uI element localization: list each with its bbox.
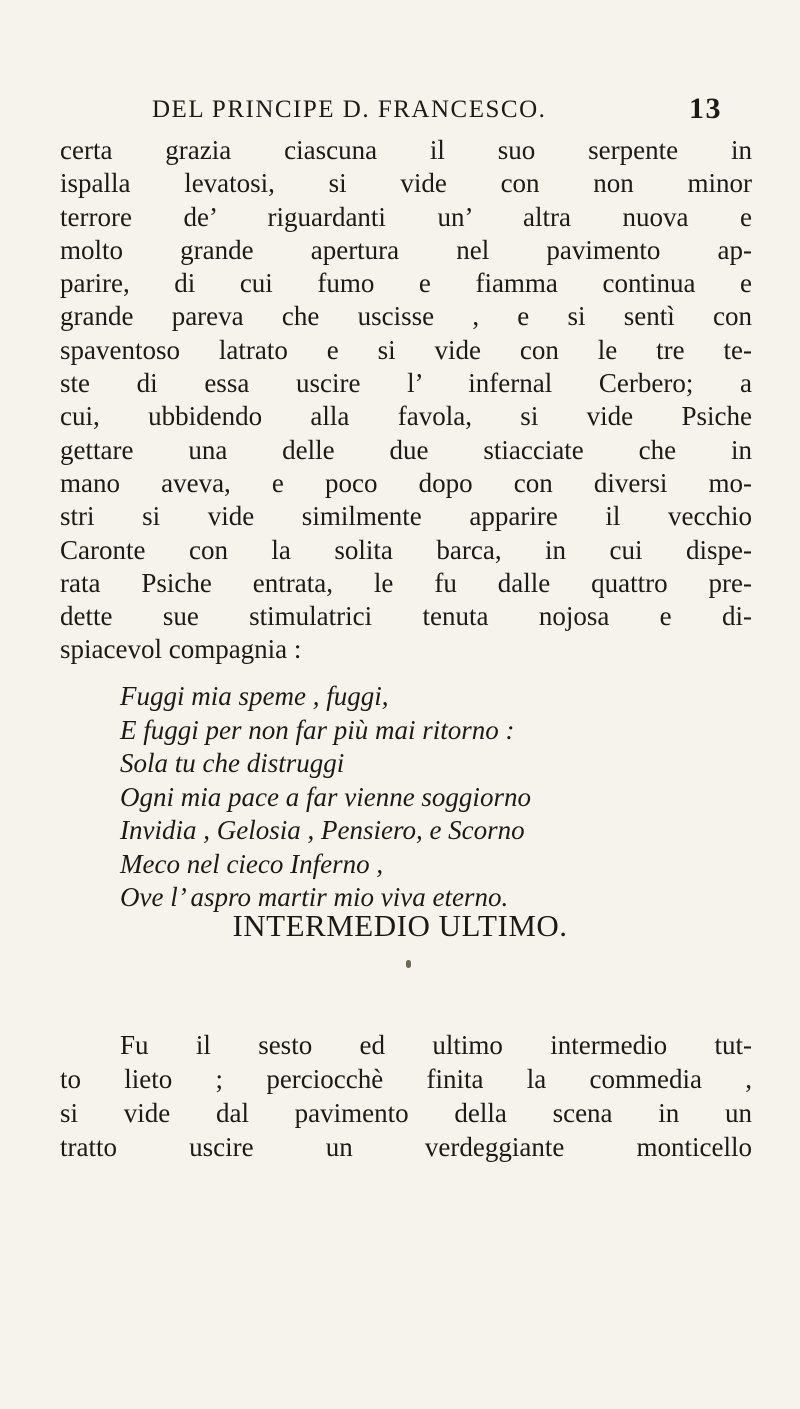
verse-line: Fuggi mia speme , fuggi, [120, 681, 389, 711]
text-line: gettare una delle due stiacciate che in [60, 434, 752, 465]
verse-line: Ove l’ aspro martir mio viva eterno. [120, 882, 509, 912]
text-line: grande pareva che uscisse , e si sentì con [60, 301, 752, 332]
body-text [60, 134, 752, 667]
text-line: cui, ubbidendo alla favola, si vide Psiche [60, 401, 752, 432]
text-line: spaventoso latrato e si vide con le tre te- [60, 334, 752, 365]
section-heading: INTERMEDIO ULTIMO. [232, 908, 568, 943]
text-line: to lieto ; perciocchè finita la commedia , [60, 1064, 752, 1094]
text-line: dette sue stimulatrici tenuta nojosa e di- [60, 601, 752, 632]
ornament-dot [406, 960, 411, 968]
text-line: certa grazia ciascuna il suo serpente in [60, 135, 752, 165]
text-line: Fu il sesto ed ultimo intermedio tut- [120, 1030, 752, 1060]
text-line: mano aveva, e poco dopo con diversi mo- [60, 467, 752, 498]
text-line: ste di essa uscire l’ infernal Cerbero; a [60, 368, 752, 399]
text-line: rata Psiche entrata, le fu dalle quattro pre- [60, 567, 752, 598]
text-line: parire, di cui fumo e fiamma continua e [60, 268, 752, 299]
text-line: spiacevol compagnia : [60, 634, 302, 665]
page-number: 13 [689, 92, 722, 125]
text-line: molto grande apertura nel pavimento ap- [60, 234, 752, 265]
verse-line: E fuggi per non far più mai ritorno : [120, 714, 515, 745]
verse-line: Sola tu che distruggi [120, 748, 345, 778]
text-line: si vide dal pavimento della scena in un [60, 1098, 752, 1128]
text-line: ispalla levatosi, si vide con non minor [60, 168, 752, 199]
verse-line: Ogni mia pace a far vienne soggiorno [120, 781, 531, 812]
running-title: DEL PRINCIPE D. FRANCESCO. [152, 96, 547, 123]
text-line: stri si vide similmente apparire il vecchio [60, 501, 752, 532]
verse-stanza [120, 680, 760, 915]
text-line: Caronte con la solita barca, in cui dispe- [60, 534, 752, 565]
closing-text [60, 1028, 752, 1164]
text-line: terrore de’ riguardanti un’ altra nuova e [60, 201, 752, 232]
text-line: tratto uscire un verdeggiante monticello [60, 1132, 752, 1162]
verse-line: Invidia , Gelosia , Pensiero, e Scorno [120, 815, 525, 845]
verse-line: Meco nel cieco Inferno , [120, 848, 384, 879]
